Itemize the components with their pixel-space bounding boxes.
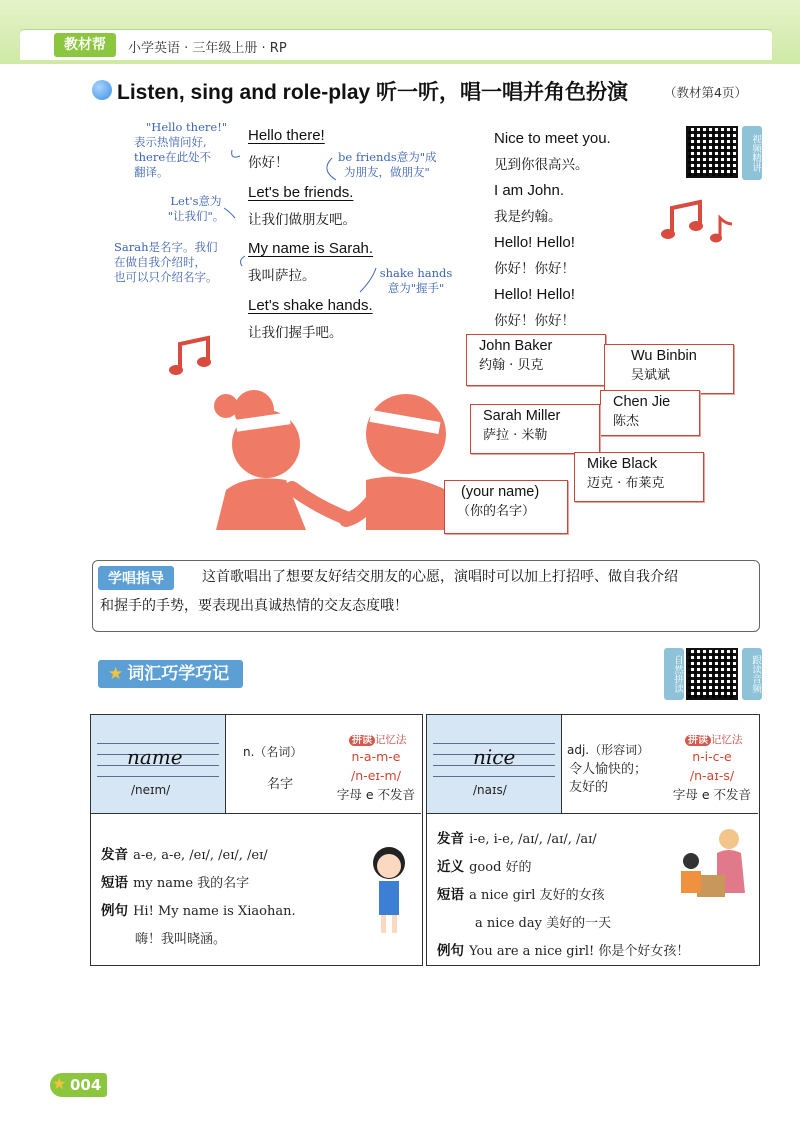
lyric-line-1 [248, 127, 325, 171]
name-card-sarah: Sarah Miller 萨拉 · 米勒 [470, 404, 600, 454]
lyric-en: Let's be friends. [248, 184, 354, 201]
vocab-card-nice [426, 714, 760, 966]
qr-tab-video[interactable]: 视频精讲 [742, 126, 762, 180]
name-card-mike: Mike Black 迈克 · 布莱克 [574, 452, 704, 502]
word-details: 发音 i-e, i-e, /aɪ/, /aɪ/, /aɪ/ 近义 good 好的 短语 a nice girl 友好的女孩 a nice day 美好的一天 例句 You are a nice girl! 你是个好女孩！ [437, 831, 690, 959]
word-pos: adj.（形容词） [567, 743, 650, 757]
lyric-en: Nice to meet you. [494, 130, 611, 147]
spelling-method: n-a-m-e /n-eɪ-m/ 字母 e 不发音 [336, 749, 416, 802]
girl-illustration [361, 841, 417, 941]
qr-code-icon[interactable] [686, 126, 738, 178]
note-shake-hands: shake hands 意为"握手" [379, 266, 453, 295]
book-info: 小学英语 · 三年级上册 · RP [128, 41, 287, 56]
lyric-zh: 让我们做朋友吧。 [248, 212, 356, 228]
memory-method-label: 拼读 记忆法 [685, 731, 743, 747]
qr-tab-phonics[interactable]: 自然拼读 [664, 648, 684, 700]
qr-tab-audio[interactable]: 跟读音频 [742, 648, 762, 700]
word-ipa: /naɪs/ [473, 783, 507, 797]
lyric-zh: 我是约翰。 [494, 209, 562, 225]
vocab-heading: ★ 词汇巧学巧记 [98, 660, 243, 688]
star-icon: ★ [52, 1074, 67, 1093]
bullet-dot-icon [92, 80, 112, 100]
note-sarah: Sarah是名字。我们 在做自我介绍时， 也可以只介绍名字。 [114, 240, 218, 284]
page-number: 004 [50, 1073, 107, 1097]
lyric-en: Hello! Hello! [494, 234, 575, 251]
word-meaning: 名字 [267, 777, 294, 792]
lyric-zh: 让我们握手吧。 [248, 325, 343, 341]
lyric-zh: 你好！你好！ [494, 261, 575, 277]
memory-method-label: 拼读 记忆法 [349, 731, 407, 747]
lyric-zh: 你好！ [248, 155, 289, 171]
music-note-icon [660, 194, 740, 274]
lyric-en: Hello there! [248, 127, 325, 144]
note-hello-there: "Hello there!" 表示热情问好, there在此处不 翻译。 [134, 120, 228, 179]
lyric-zh: 见到你很高兴。 [494, 157, 589, 173]
singing-guide-badge: 学唱指导 [98, 566, 174, 590]
music-note-icon [168, 330, 218, 380]
word-text: name [127, 745, 183, 769]
word-text: nice [473, 745, 516, 769]
word-cell [91, 715, 225, 813]
section-title: Listen, sing and role-play 听一听，唱一唱并角色扮演 [117, 81, 629, 104]
guide-line-1: 这首歌唱出了想要友好结交朋友的心愿，演唱时可以加上打招呼、做自我介绍 [202, 569, 678, 585]
lyric-en: My name is Sarah. [248, 240, 374, 257]
lyric-line-4 [248, 297, 373, 341]
star-icon: ★ [108, 664, 124, 684]
footer-tip: 上面认真看 下面练习学 [112, 1076, 145, 1092]
lyric-zh: 我叫萨拉。 [248, 268, 316, 284]
name-card-john: John Baker 约翰 · 贝克 [466, 334, 606, 386]
lyric-en: Let's shake hands. [248, 297, 373, 314]
word-ipa: /neɪm/ [131, 783, 171, 797]
helping-illustration [667, 823, 757, 913]
lyric-en: I am John. [494, 182, 565, 199]
guide-line-2: 和握手的手势，要表现出真诚热情的交友态度哦！ [100, 598, 408, 614]
brand-badge: 教材帮 [54, 33, 116, 57]
lyric-line-3 [248, 240, 373, 284]
name-card-yours: (your name) （你的名字） [444, 480, 568, 534]
qr-code-icon[interactable] [686, 648, 738, 700]
vocab-card-name [90, 714, 423, 966]
word-meaning: 令人愉快的； 友好的 [569, 762, 648, 795]
lyric-zh: 你好！你好！ [494, 313, 575, 329]
note-be-friends: be friends意为"成 为朋友，做朋友" [338, 150, 437, 179]
word-cell [427, 715, 561, 813]
section-subtitle: （教材第4页） [664, 85, 747, 100]
name-card-chen: Chen Jie 陈杰 [600, 390, 700, 436]
spelling-method: n-i-c-e /n-aɪ-s/ 字母 e 不发音 [672, 749, 752, 802]
note-lets: Let's意为 "让我们"。 [167, 194, 225, 223]
lyrics-right [494, 126, 611, 334]
word-pos: n.（名词） [243, 745, 303, 759]
lyric-line-2 [248, 184, 356, 228]
lyric-en: Hello! Hello! [494, 286, 575, 303]
word-details: 发音 a-e, a-e, /eɪ/, /eɪ/, /eɪ/ 短语 my name 我的名字 例句 Hi! My name is Xiaohan. 嗨！我叫晓涵。 [101, 847, 296, 947]
name-card-wu: Wu Binbin 吴斌斌 [604, 344, 734, 394]
